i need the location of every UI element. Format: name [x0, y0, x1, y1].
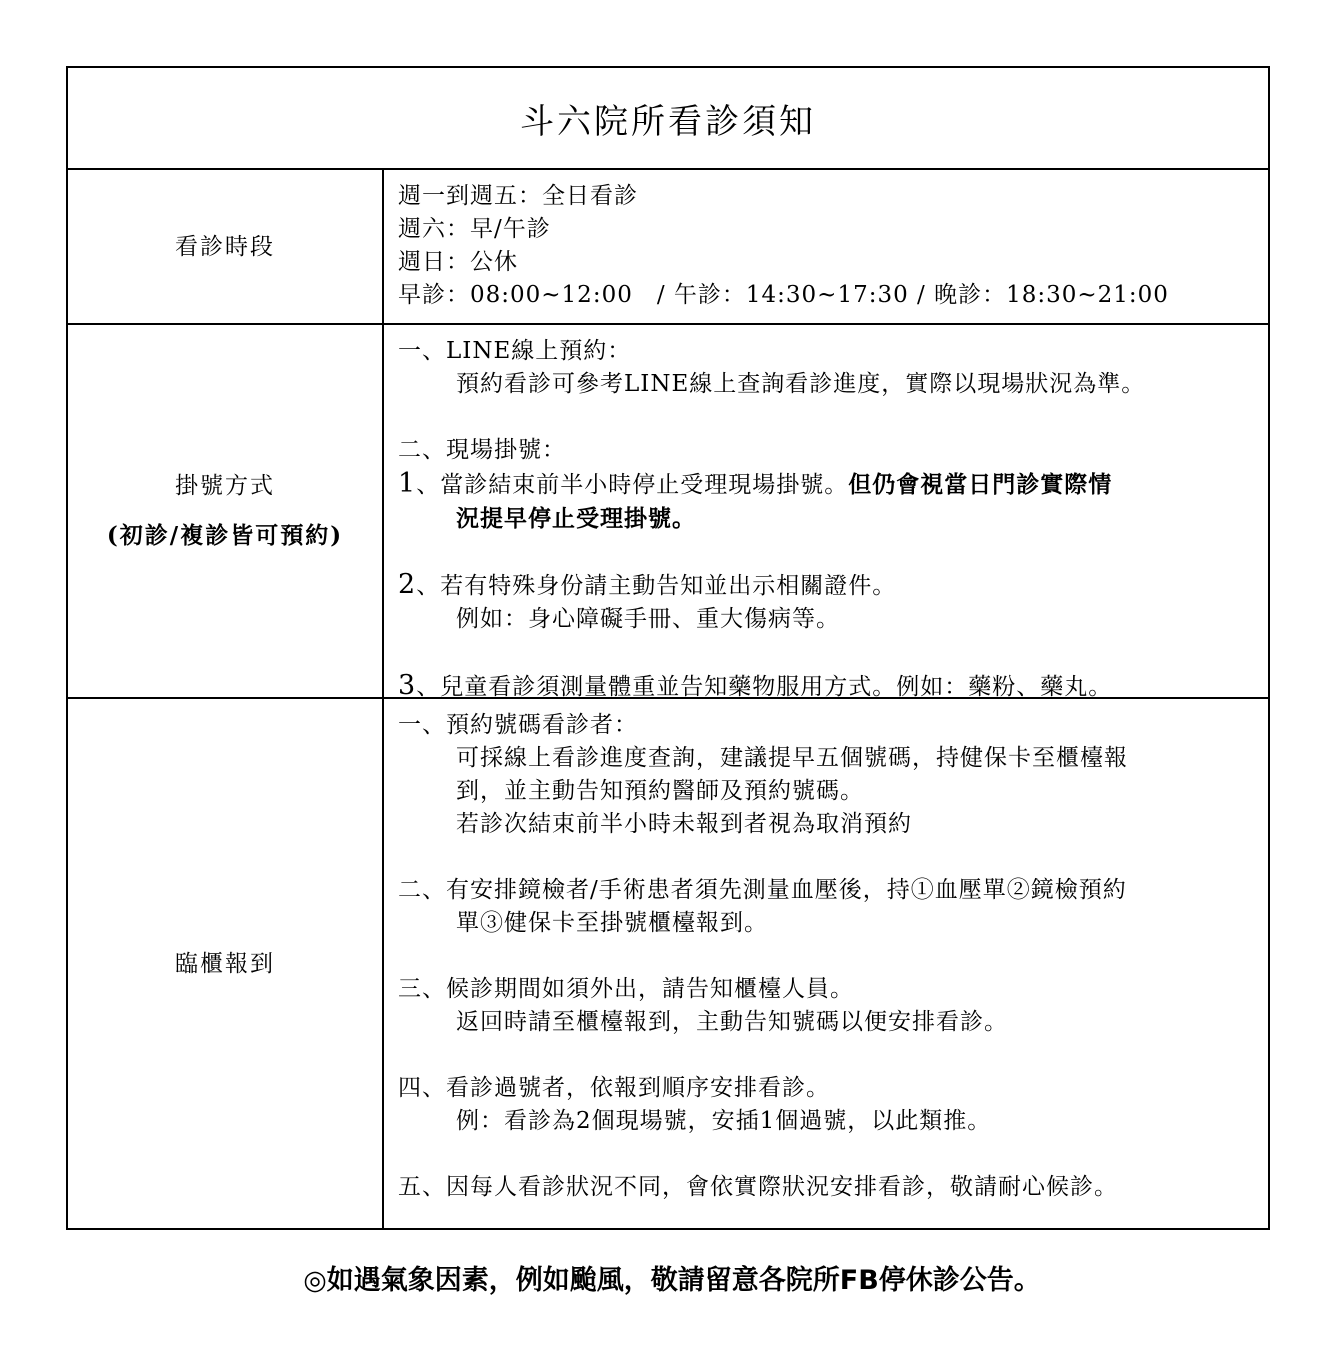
item-text: 、兒童看診須測量體重並告知藥物服用方式。例如：藥粉、藥丸。: [416, 674, 1113, 700]
section-heading: 三、候診期間如須外出，請告知櫃檯人員。: [398, 976, 854, 1002]
hours-label-text: 看診時段: [175, 233, 275, 260]
item-number: 2: [398, 569, 417, 600]
row-checkin: [68, 699, 1268, 1228]
item-text: 、若有特殊身份請主動告知並出示相關證件。: [416, 573, 897, 599]
hours-line: 週六：早/午診: [398, 216, 551, 242]
hours-line: 週日：公休: [398, 249, 518, 275]
registration-label: [68, 325, 384, 697]
item-number: 3: [398, 670, 417, 701]
section-heading: 一、預約號碼看診者：: [398, 712, 638, 738]
hours-label: [68, 170, 384, 323]
checkin-label-text: 臨櫃報到: [175, 950, 275, 977]
item-bold-text: 況提早停止受理掛號。: [456, 505, 696, 532]
section-heading: 五、因每人看診狀況不同，會依實際狀況安排看診，敬請耐心候診。: [398, 1174, 1118, 1200]
item-text: 、當診結束前半小時停止受理現場掛號。: [416, 472, 849, 498]
section-heading: 一、LINE線上預約：: [398, 338, 632, 364]
item-text: 例如：身心障礙手冊、重大傷病等。: [456, 606, 840, 632]
section-heading: 二、有安排鏡檢者/手術患者須先測量血壓後，持①血壓單②鏡檢預約: [398, 877, 1127, 903]
section-text: 單③健保卡至掛號櫃檯報到。: [456, 910, 768, 936]
hours-line: 早診：08:00~12:00 / 午診：14:30~17:30 / 晚診：18:30~21:00: [398, 282, 1169, 308]
checkin-content: [384, 699, 1268, 1228]
checkin-label: [68, 699, 384, 1228]
section-heading: 二、現場掛號：: [398, 437, 566, 463]
section-text: 可採線上看診進度查詢，建議提早五個號碼，持健保卡至櫃檯報: [456, 745, 1128, 771]
registration-label-text: 掛號方式: [175, 473, 275, 499]
hours-content: [384, 170, 1268, 323]
item-bold-text: 但仍會視當日門診實際情: [848, 471, 1113, 498]
section-text: 返回時請至櫃檯報到，主動告知號碼以便安排看診。: [456, 1009, 1008, 1035]
section-heading: 四、看診過號者，依報到順序安排看診。: [398, 1075, 830, 1101]
page-title: 斗六院所看診須知: [68, 68, 1268, 170]
section-text: 預約看診可參考LINE線上查詢看診進度，實際以現場狀況為準。: [456, 371, 1146, 397]
list-item: [398, 568, 1268, 603]
registration-content: [384, 325, 1268, 701]
section-text: 若診次結束前半小時未報到者視為取消預約: [456, 811, 912, 837]
footer-notice: ◎如遇氣象因素，例如颱風，敬請留意各院所FB停休診公告。: [303, 1265, 1041, 1296]
row-registration: [68, 325, 1268, 699]
section-text: 到，並主動告知預約醫師及預約號碼。: [456, 778, 864, 804]
notice-table: [66, 66, 1270, 1230]
list-item: [398, 467, 1268, 502]
section-text: 例：看診為2個現場號，安插1個過號，以此類推。: [456, 1108, 992, 1134]
item-number: 1: [398, 468, 417, 499]
hours-line: 週一到週五：全日看診: [398, 183, 638, 209]
registration-sublabel: (初診/複診皆可預約): [106, 522, 344, 549]
row-hours: [68, 170, 1268, 325]
